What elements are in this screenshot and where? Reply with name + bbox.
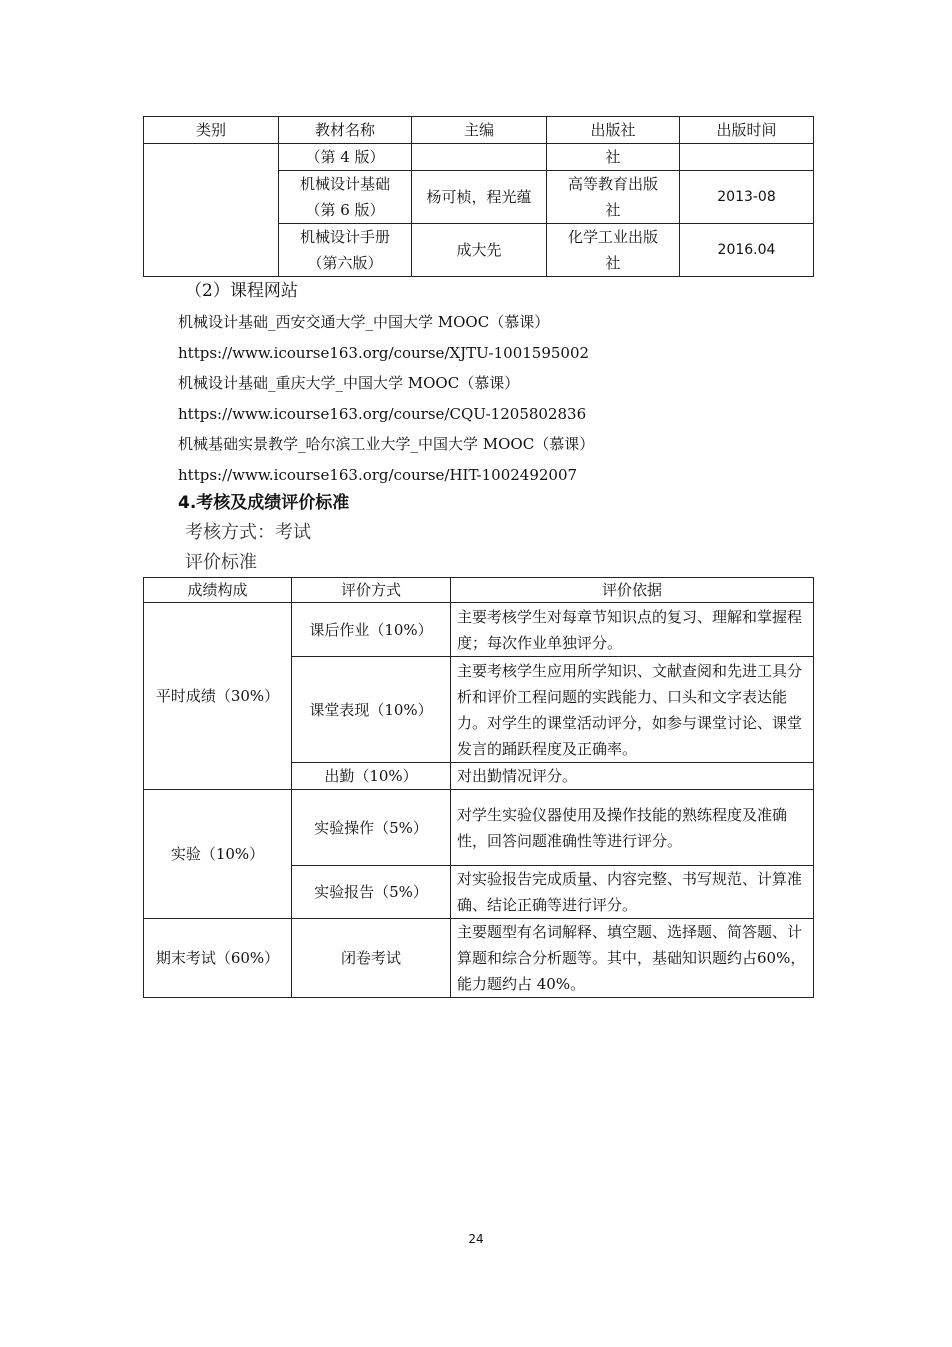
- section-title: 4.考核及成绩评价标准: [178, 493, 350, 513]
- header-date: 出版时间: [680, 117, 814, 144]
- header-component: 成绩构成: [144, 578, 292, 603]
- book-editor: 成大先: [412, 224, 547, 277]
- website-url[interactable]: https://www.icourse163.org/course/CQU-1205802836: [178, 404, 587, 423]
- book-title: 机械设计手册 （第六版）: [279, 224, 412, 277]
- evaluation-table: [143, 577, 814, 998]
- table-row: [144, 919, 814, 998]
- book-publisher: 高等教育出版 社: [547, 171, 680, 224]
- book-editor: 杨可桢，程光蕴: [412, 171, 547, 224]
- basis-cell: 对实验报告完成质量、内容完整、书写规范、计算准确、结论正确等进行评分。: [451, 866, 814, 919]
- component-cell: 平时成绩（30%）: [144, 603, 292, 790]
- book-date: [680, 144, 814, 171]
- header-basis: 评价依据: [451, 578, 814, 603]
- book-title: 机械设计基础 （第 6 版）: [279, 171, 412, 224]
- exam-method: 考核方式：考试: [185, 522, 311, 543]
- book-publisher: 社: [547, 144, 680, 171]
- header-method: 评价方式: [292, 578, 451, 603]
- header-editor: 主编: [412, 117, 547, 144]
- method-cell: 实验操作（5%）: [292, 790, 451, 866]
- table-row: [144, 144, 814, 171]
- basis-cell: 主要题型有名词解释、填空题、选择题、简答题、计算题和综合分析题等。其中，基础知识题约占60%，能力题约占 40%。: [451, 919, 814, 998]
- table-row: [144, 603, 814, 657]
- method-cell: 实验报告（5%）: [292, 866, 451, 919]
- method-cell: 出勤（10%）: [292, 763, 451, 790]
- component-cell: 实验（10%）: [144, 790, 292, 919]
- basis-cell: 主要考核学生应用所学知识、文献查阅和先进工具分析和评价工程问题的实践能力、口头和文字表达能力。对学生的课堂活动评分，如参与课堂讨论、课堂发言的踊跃程度及正确率。: [451, 657, 814, 763]
- book-title: （第 4 版）: [279, 144, 412, 171]
- website-heading: （2）课程网站: [185, 281, 298, 301]
- website-url[interactable]: https://www.icourse163.org/course/XJTU-1001595002: [178, 343, 590, 362]
- method-cell: 课后作业（10%）: [292, 603, 451, 657]
- website-name: 机械设计基础_西安交通大学_中国大学 MOOC（慕课）: [178, 313, 550, 331]
- website-url[interactable]: https://www.icourse163.org/course/HIT-1002492007: [178, 465, 578, 484]
- criteria-label: 评价标准: [185, 552, 257, 573]
- book-publisher: 化学工业出版 社: [547, 224, 680, 277]
- header-title: 教材名称: [279, 117, 412, 144]
- website-list: [178, 307, 818, 490]
- header-category: 类别: [144, 117, 279, 144]
- book-date: 2013-08: [680, 171, 814, 224]
- method-cell: 闭卷考试: [292, 919, 451, 998]
- header-publisher: 出版社: [547, 117, 680, 144]
- evaluation-header-row: [144, 578, 814, 603]
- basis-cell: 对学生实验仪器使用及操作技能的熟练程度及准确性，回答问题准确性等进行评分。: [451, 790, 814, 866]
- textbook-header-row: [144, 117, 814, 144]
- textbook-table: [143, 116, 814, 277]
- basis-cell: 对出勤情况评分。: [451, 763, 814, 790]
- book-editor: [412, 144, 547, 171]
- category-cell: [144, 144, 279, 277]
- table-row: [144, 790, 814, 866]
- book-date: 2016.04: [680, 224, 814, 277]
- website-name: 机械基础实景教学_哈尔滨工业大学_中国大学 MOOC（慕课）: [178, 435, 595, 453]
- method-cell: 课堂表现（10%）: [292, 657, 451, 763]
- component-cell: 期末考试（60%）: [144, 919, 292, 998]
- website-name: 机械设计基础_重庆大学_中国大学 MOOC（慕课）: [178, 374, 520, 392]
- basis-cell: 主要考核学生对每章节知识点的复习、理解和掌握程度；每次作业单独评分。: [451, 603, 814, 657]
- page-number: 24: [468, 1232, 484, 1246]
